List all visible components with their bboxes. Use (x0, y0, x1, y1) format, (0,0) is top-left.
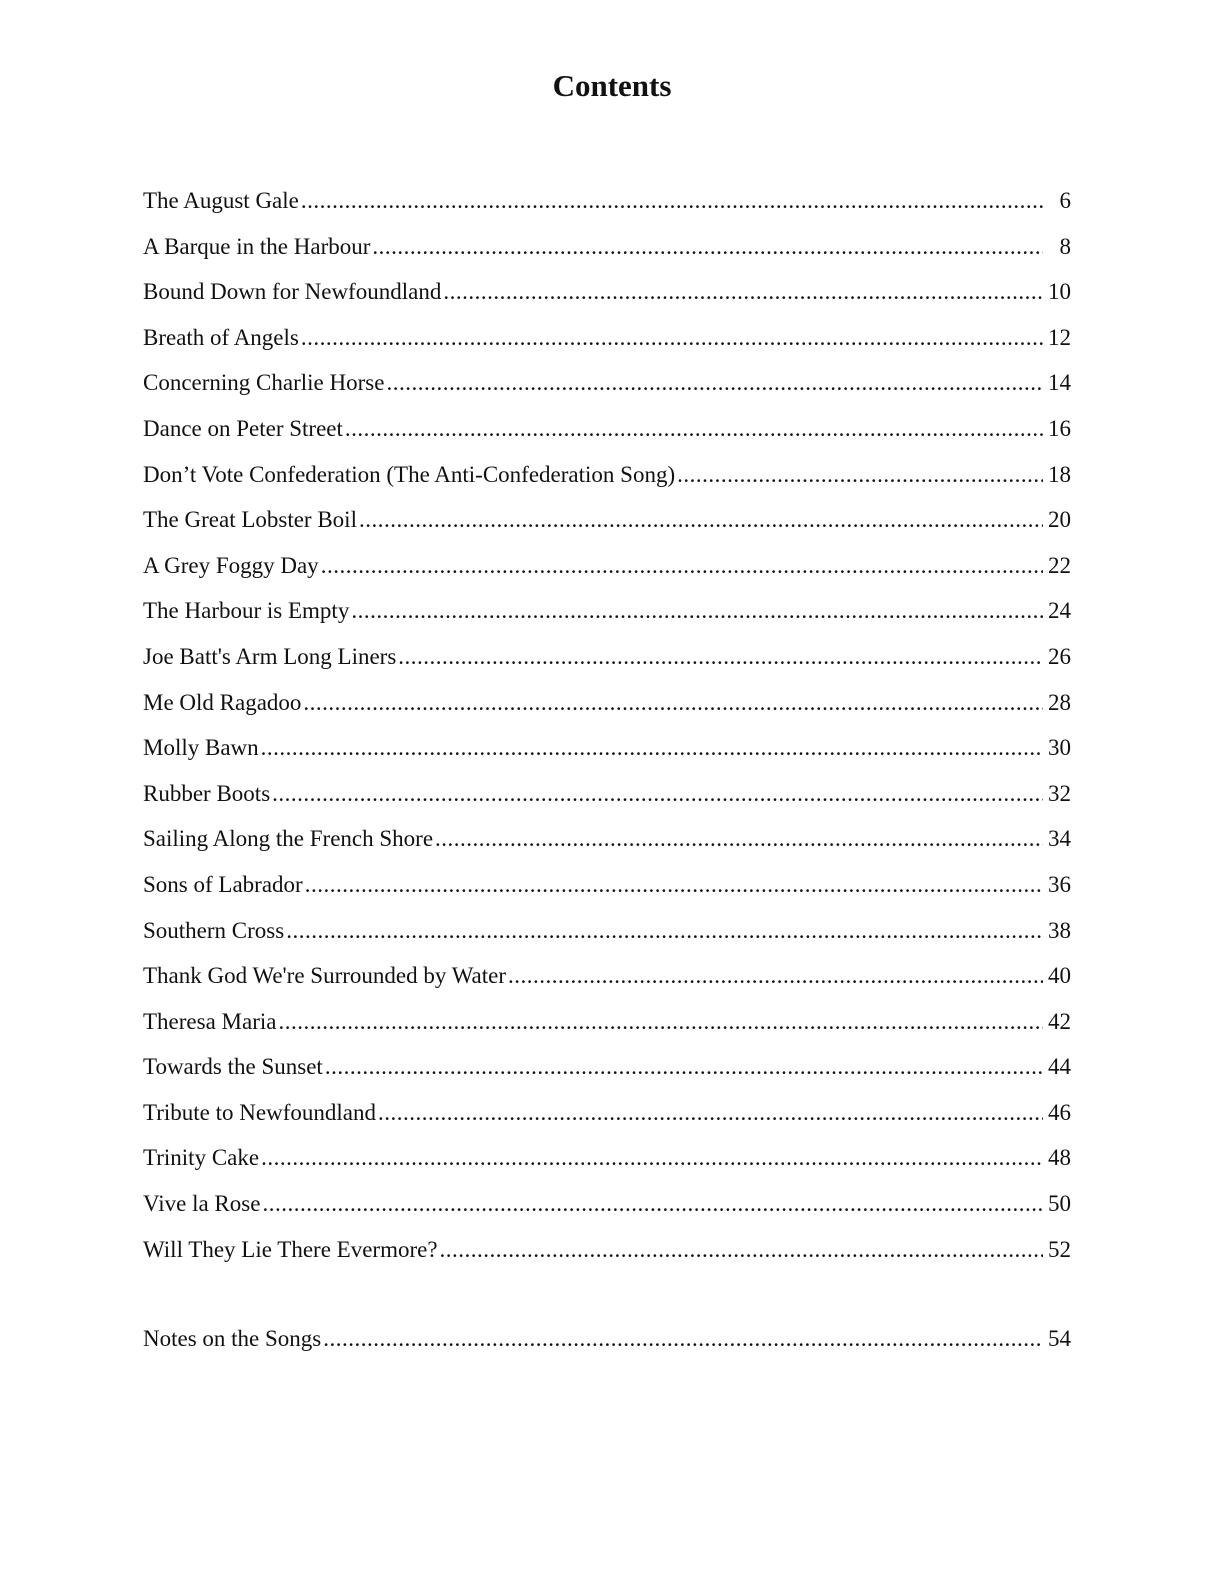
dot-leader (286, 908, 1043, 954)
dot-leader (321, 543, 1043, 589)
toc-entry-notes-on-the-songs[interactable] (143, 1316, 1071, 1362)
toc-entry-vive-la-rose[interactable] (143, 1181, 1071, 1227)
dot-leader (261, 1135, 1043, 1181)
toc-entry-title: Bound Down for Newfoundland (143, 279, 442, 305)
toc-entry-page: 46 (1048, 1099, 1071, 1125)
dot-leader (301, 315, 1043, 361)
toc-entry-page: 14 (1048, 370, 1071, 396)
toc-entry-title: Breath of Angels (143, 324, 299, 350)
dot-leader (301, 178, 1043, 224)
toc-entry-page: 18 (1048, 461, 1071, 487)
toc-entry-concerning-charlie-horse[interactable] (143, 360, 1071, 406)
toc-entry-dont-vote-confederation[interactable] (143, 452, 1071, 498)
toc-entry-towards-the-sunset[interactable] (143, 1044, 1071, 1090)
toc-entry-joe-batts-arm-long-liners[interactable] (143, 634, 1071, 680)
toc-entry-page: 40 (1048, 963, 1071, 989)
toc-entry-me-old-ragadoo[interactable] (143, 680, 1071, 726)
toc-entry-dance-on-peter-street[interactable] (143, 406, 1071, 452)
toc-entry-title: Notes on the Songs (143, 1326, 322, 1351)
toc-entry-page: 10 (1048, 279, 1071, 305)
toc-entry-page: 24 (1048, 598, 1071, 624)
toc-entry-great-lobster-boil[interactable] (143, 497, 1071, 543)
toc-entry-page: 28 (1048, 689, 1071, 715)
dot-leader (278, 999, 1043, 1045)
toc-entry-page: 8 (1059, 233, 1071, 259)
dot-leader (508, 953, 1043, 999)
dot-leader (386, 360, 1043, 406)
toc-entry-page: 22 (1048, 552, 1071, 578)
toc-entry-title: Towards the Sunset (143, 1054, 323, 1080)
toc-entry-title: Will They Lie There Evermore? (143, 1236, 438, 1262)
dot-leader (351, 588, 1043, 634)
toc-entry-southern-cross[interactable] (143, 908, 1071, 954)
dot-leader (305, 862, 1043, 908)
page-title: Contents (552, 68, 672, 103)
toc-entry-sons-of-labrador[interactable] (143, 862, 1071, 908)
notes-section (143, 1316, 1071, 1362)
toc-entry-title: Southern Cross (143, 917, 285, 943)
toc-entry-title: Joe Batt's Arm Long Liners (143, 643, 397, 669)
toc-entry-title: Molly Bawn (143, 735, 259, 761)
toc-entry-breath-of-angels[interactable] (143, 315, 1071, 361)
toc-entry-page: 38 (1048, 917, 1071, 943)
toc-entry-thank-god-surrounded-by-water[interactable] (143, 953, 1071, 999)
toc-entry-page: 12 (1048, 324, 1071, 350)
toc-entry-theresa-maria[interactable] (143, 999, 1071, 1045)
toc-entry-title: Theresa Maria (143, 1008, 277, 1034)
toc-entry-harbour-is-empty[interactable] (143, 588, 1071, 634)
dot-leader (323, 1316, 1043, 1362)
toc-entry-page: 30 (1048, 735, 1071, 761)
toc-entry-page: 36 (1048, 871, 1071, 897)
dot-leader (443, 269, 1043, 315)
dot-leader (440, 1227, 1043, 1273)
toc-entry-molly-bawn[interactable] (143, 725, 1071, 771)
dot-leader (261, 725, 1043, 771)
dot-leader (378, 1090, 1043, 1136)
dot-leader (325, 1044, 1043, 1090)
toc-entry-title: Thank God We're Surrounded by Water (143, 963, 507, 989)
toc-entry-page: 52 (1048, 1236, 1071, 1262)
dot-leader (372, 224, 1043, 270)
toc-entry-will-they-lie-there-evermore[interactable] (143, 1227, 1071, 1273)
toc-entry-title: Me Old Ragadoo (143, 689, 302, 715)
toc-entry-page: 34 (1048, 826, 1071, 852)
toc-entry-page: 50 (1048, 1191, 1071, 1217)
toc-entry-barque-in-the-harbour[interactable] (143, 224, 1071, 270)
toc-entry-bound-down-for-newfoundland[interactable] (143, 269, 1071, 315)
toc-entry-page: 16 (1048, 415, 1071, 441)
toc-entry-title: Trinity Cake (143, 1145, 260, 1171)
toc-entry-grey-foggy-day[interactable] (143, 543, 1071, 589)
toc-entry-page: 44 (1048, 1054, 1071, 1080)
toc-entry-title: A Barque in the Harbour (143, 233, 371, 259)
toc-entry-title: Don’t Vote Confederation (The Anti-Confederation Song) (143, 461, 676, 487)
toc-entry-title: Vive la Rose (143, 1191, 261, 1217)
toc-entry-title: Tribute to Newfoundland (143, 1099, 376, 1125)
toc-entry-sailing-along-the-french-shore[interactable] (143, 816, 1071, 862)
dot-leader (272, 771, 1043, 817)
table-of-contents (143, 178, 1071, 1272)
toc-entry-trinity-cake[interactable] (143, 1135, 1071, 1181)
toc-entry-title: A Grey Foggy Day (143, 552, 319, 578)
toc-entry-title: The August Gale (143, 188, 299, 213)
dot-leader (262, 1181, 1043, 1227)
dot-leader (345, 406, 1043, 452)
toc-entry-rubber-boots[interactable] (143, 771, 1071, 817)
dot-leader (359, 497, 1043, 543)
toc-entry-title: Concerning Charlie Horse (143, 370, 385, 396)
dot-leader (677, 452, 1043, 498)
dot-leader (398, 634, 1043, 680)
toc-entry-tribute-to-newfoundland[interactable] (143, 1090, 1071, 1136)
toc-entry-page: 20 (1048, 507, 1071, 533)
toc-entry-page: 48 (1048, 1145, 1071, 1171)
toc-entry-august-gale[interactable] (143, 178, 1071, 224)
toc-entry-page: 42 (1048, 1008, 1071, 1034)
toc-entry-page: 26 (1048, 643, 1071, 669)
dot-leader (435, 816, 1043, 862)
toc-entry-title: Sons of Labrador (143, 871, 303, 897)
toc-entry-title: Sailing Along the French Shore (143, 826, 434, 852)
dot-leader (303, 680, 1043, 726)
toc-entry-page: 32 (1048, 780, 1071, 806)
toc-entry-page: 54 (1048, 1326, 1071, 1351)
toc-entry-title: The Great Lobster Boil (143, 507, 357, 533)
toc-entry-title: The Harbour is Empty (143, 598, 350, 624)
toc-entry-page: 6 (1059, 188, 1071, 213)
toc-entry-title: Rubber Boots (143, 780, 271, 806)
toc-entry-title: Dance on Peter Street (143, 415, 343, 441)
